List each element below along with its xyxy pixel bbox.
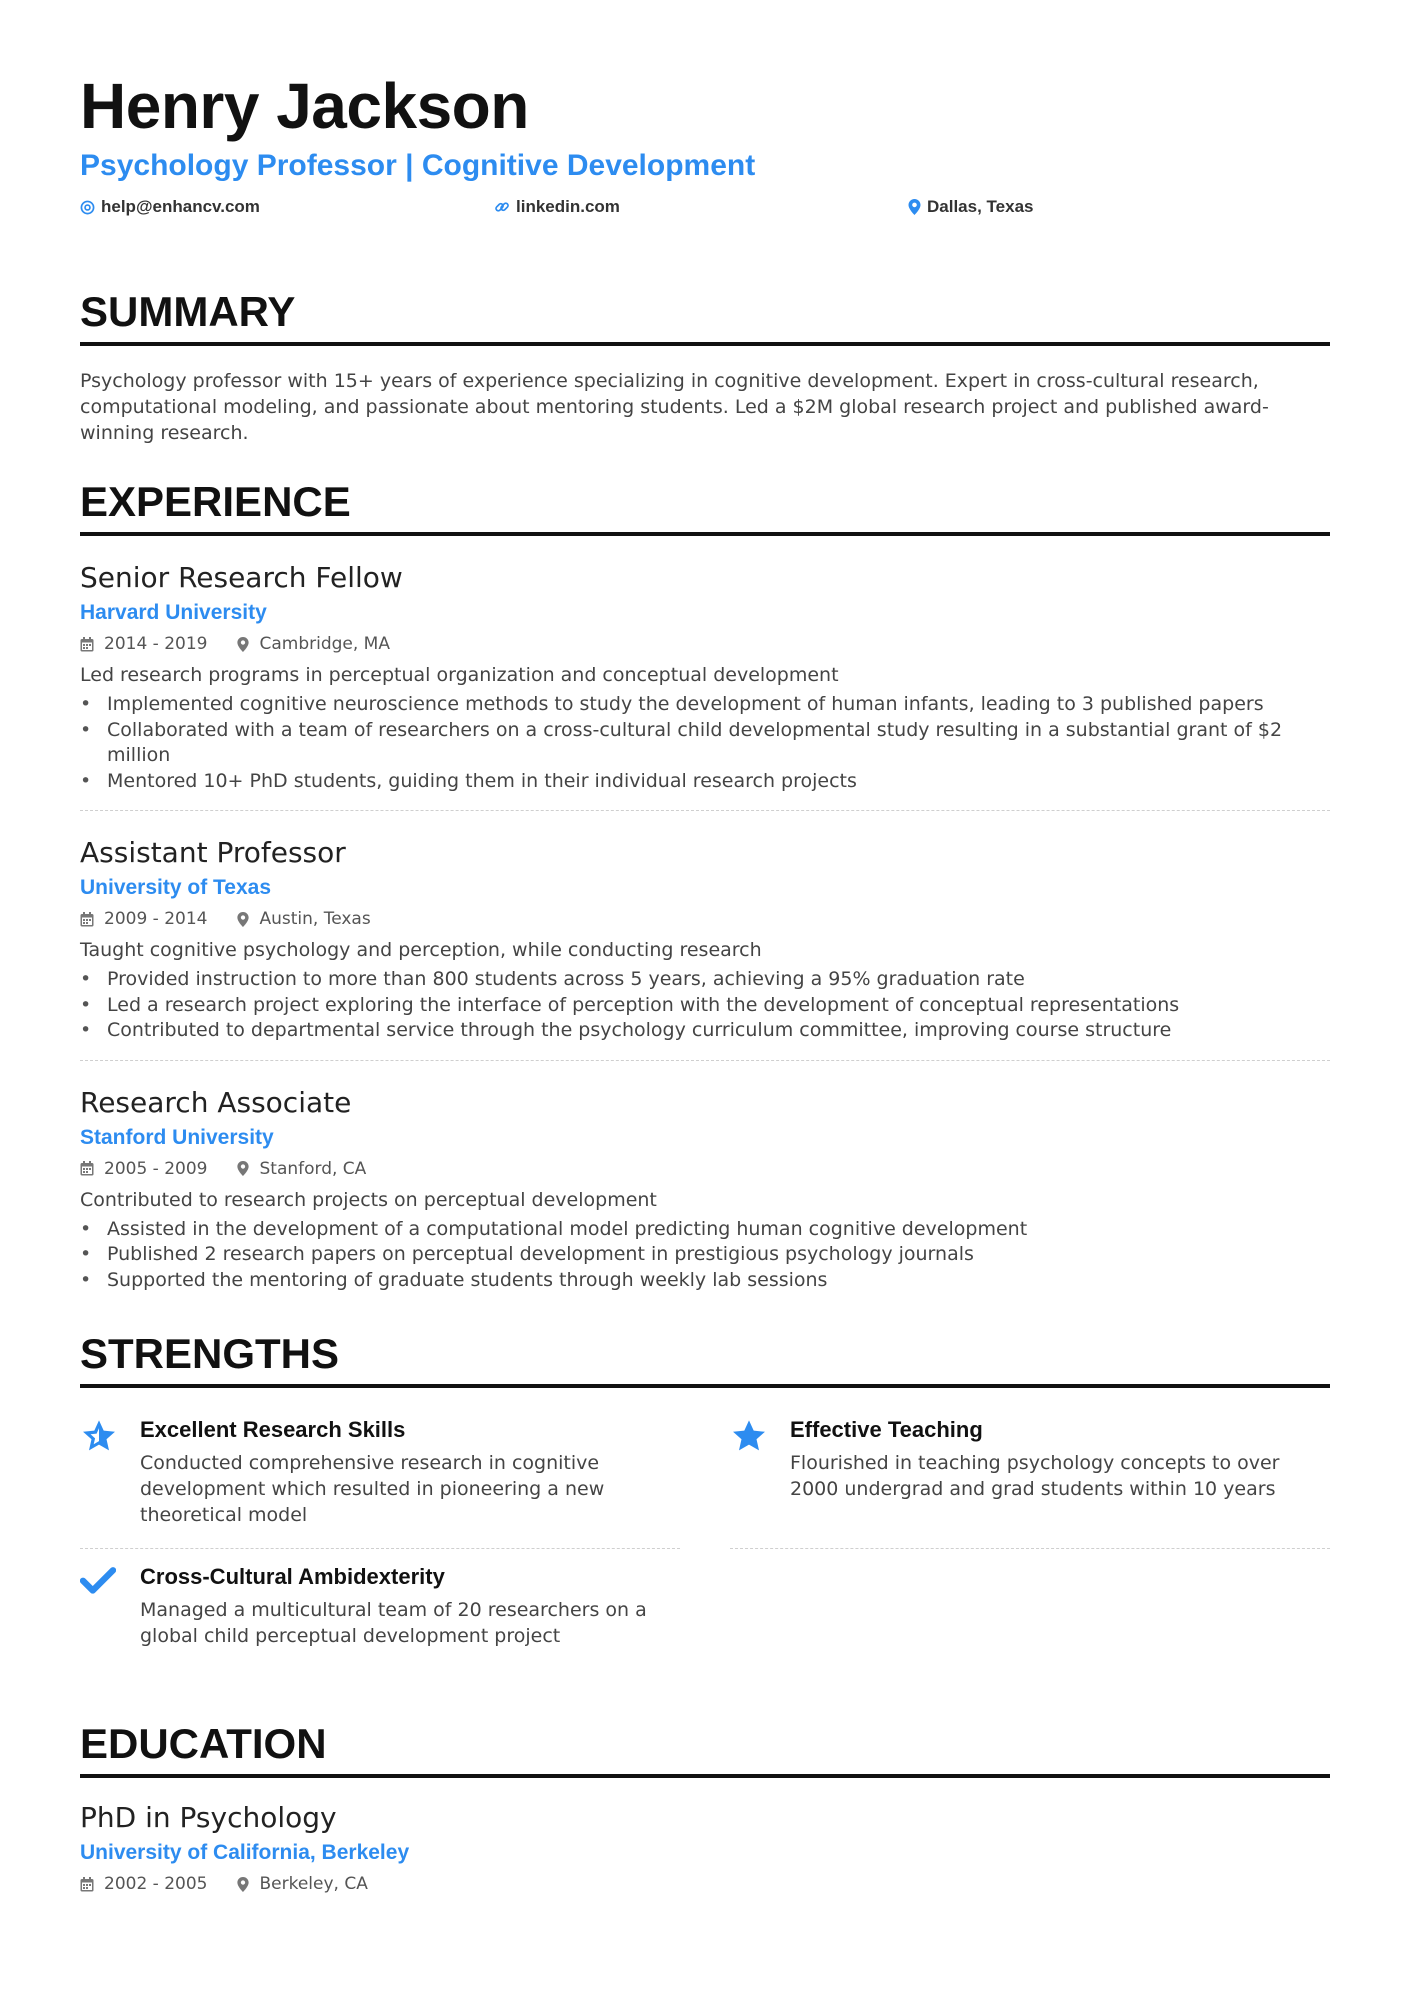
- job-bullets: [80, 1217, 1330, 1294]
- list-item: • Collaborated with a team of researchers on a cross-cultural child developmental study resulting in a substantial grant of $2 million: [80, 718, 1330, 769]
- section-divider: [80, 1384, 1330, 1388]
- job-bullets: [80, 692, 1330, 794]
- location-pin-icon: [237, 912, 249, 927]
- strength-item: [80, 1402, 680, 1549]
- contact-email[interactable]: [80, 197, 494, 217]
- education-meta: [80, 1872, 1330, 1896]
- job-bullets: [80, 967, 1330, 1044]
- job-organization: Stanford University: [80, 1125, 274, 1149]
- link-icon: [494, 199, 510, 215]
- candidate-title: Psychology Professor | Cognitive Development: [80, 149, 756, 182]
- contact-location-text: Dallas, Texas: [927, 197, 1034, 216]
- education-dates: 2002 - 2005: [104, 1874, 208, 1894]
- job-location: Austin, Texas: [259, 909, 371, 929]
- job-location: Cambridge, MA: [259, 634, 390, 654]
- calendar-icon: [80, 1161, 94, 1176]
- job-dates: 2009 - 2014: [104, 909, 208, 929]
- job-role: Assistant Professor: [80, 836, 346, 869]
- location-pin-icon: [237, 1877, 249, 1892]
- summary-text: Psychology professor with 15+ years of experience specializing in cognitive development. Expert in cross-cultural research, computational modeling, and passionate about mentoring students. Led a $2M global research project and published award-winning research.: [80, 370, 1269, 444]
- list-item: • Contributed to departmental service through the psychology curriculum committee, improving course structure: [80, 1018, 1330, 1044]
- job-location: Stanford, CA: [259, 1158, 367, 1179]
- job-entry: [80, 810, 1330, 1060]
- calendar-icon: [80, 912, 94, 927]
- location-pin-icon: [908, 199, 921, 215]
- summary-heading: SUMMARY: [80, 288, 296, 335]
- job-dates: 2014 - 2019: [104, 634, 208, 654]
- list-item: • Supported the mentoring of graduate students through weekly lab sessions: [80, 1268, 1330, 1294]
- job-entry: [80, 1060, 1330, 1310]
- at-sign-icon: [80, 200, 95, 215]
- job-entry: [80, 536, 1330, 810]
- job-role: Research Associate: [80, 1085, 352, 1119]
- job-description: Led research programs in perceptual organization and conceptual development: [80, 664, 839, 686]
- list-item: • Assisted in the development of a computational model predicting human cognitive development: [80, 1217, 1330, 1243]
- location-pin-icon: [237, 1161, 249, 1176]
- experience-heading: EXPERIENCE: [80, 478, 351, 525]
- job-organization: University of Texas: [80, 876, 272, 899]
- list-item: • Implemented cognitive neuroscience methods to study the development of human infants, leading to 3 published papers: [80, 692, 1330, 718]
- degree-title: PhD in Psychology: [80, 1801, 337, 1834]
- list-item: • Mentored 10+ PhD students, guiding them in their individual research projects: [80, 769, 1330, 795]
- job-role: Senior Research Fellow: [80, 561, 403, 594]
- strength-title: Effective Teaching: [790, 1417, 983, 1442]
- calendar-icon: [80, 1877, 94, 1892]
- strength-title: Excellent Research Skills: [140, 1417, 406, 1442]
- star-outline-icon: [80, 1416, 140, 1528]
- candidate-name: Henry Jackson: [80, 70, 529, 142]
- strengths-section: [80, 1330, 1330, 1669]
- contact-email-text: help@enhancv.com: [101, 197, 260, 216]
- calendar-icon: [80, 637, 94, 652]
- strength-description: Managed a multicultural team of 20 researchers on a global child perceptual development project: [140, 1599, 647, 1647]
- experience-section: [80, 478, 1330, 1309]
- strength-title: Cross-Cultural Ambidexterity: [140, 1564, 445, 1589]
- school-name: University of California, Berkeley: [80, 1841, 410, 1864]
- job-meta: [80, 632, 1330, 656]
- location-pin-icon: [237, 637, 249, 652]
- job-organization: Harvard University: [80, 601, 267, 624]
- section-divider: [80, 342, 1330, 346]
- education-section: [80, 1720, 1330, 1896]
- summary-section: [80, 288, 1330, 446]
- strengths-heading: STRENGTHS: [80, 1330, 340, 1377]
- contact-linkedin[interactable]: [494, 197, 908, 217]
- list-item: • Published 2 research papers on perceptual development in prestigious psychology journals: [80, 1242, 1330, 1268]
- strength-item: [730, 1402, 1330, 1549]
- contact-bar: [80, 194, 1330, 220]
- contact-linkedin-text: linkedin.com: [516, 197, 620, 216]
- list-item: • Provided instruction to more than 800 students across 5 years, achieving a 95% graduation rate: [80, 967, 1330, 993]
- contact-location: [908, 197, 1033, 217]
- strengths-grid: [80, 1402, 1330, 1669]
- job-dates: 2005 - 2009: [104, 1158, 208, 1179]
- job-description: Taught cognitive psychology and perception, while conducting research: [80, 939, 762, 961]
- strength-description: Conducted comprehensive research in cognitive development which resulted in pioneering a new theoretical model: [140, 1452, 605, 1526]
- education-heading: EDUCATION: [80, 1720, 327, 1767]
- strength-description: Flourished in teaching psychology concepts to over 2000 undergrad and grad students within 10 years: [790, 1452, 1280, 1500]
- education-entry: [80, 1778, 1330, 1896]
- job-meta: [80, 1157, 1330, 1181]
- checkmark-icon: [80, 1563, 140, 1649]
- job-meta: [80, 907, 1330, 931]
- job-description: Contributed to research projects on perceptual development: [80, 1188, 657, 1211]
- list-item: • Led a research project exploring the interface of perception with the development of conceptual representations: [80, 993, 1330, 1019]
- strength-item: [80, 1549, 680, 1669]
- star-icon: [730, 1416, 790, 1528]
- education-location: Berkeley, CA: [259, 1874, 368, 1894]
